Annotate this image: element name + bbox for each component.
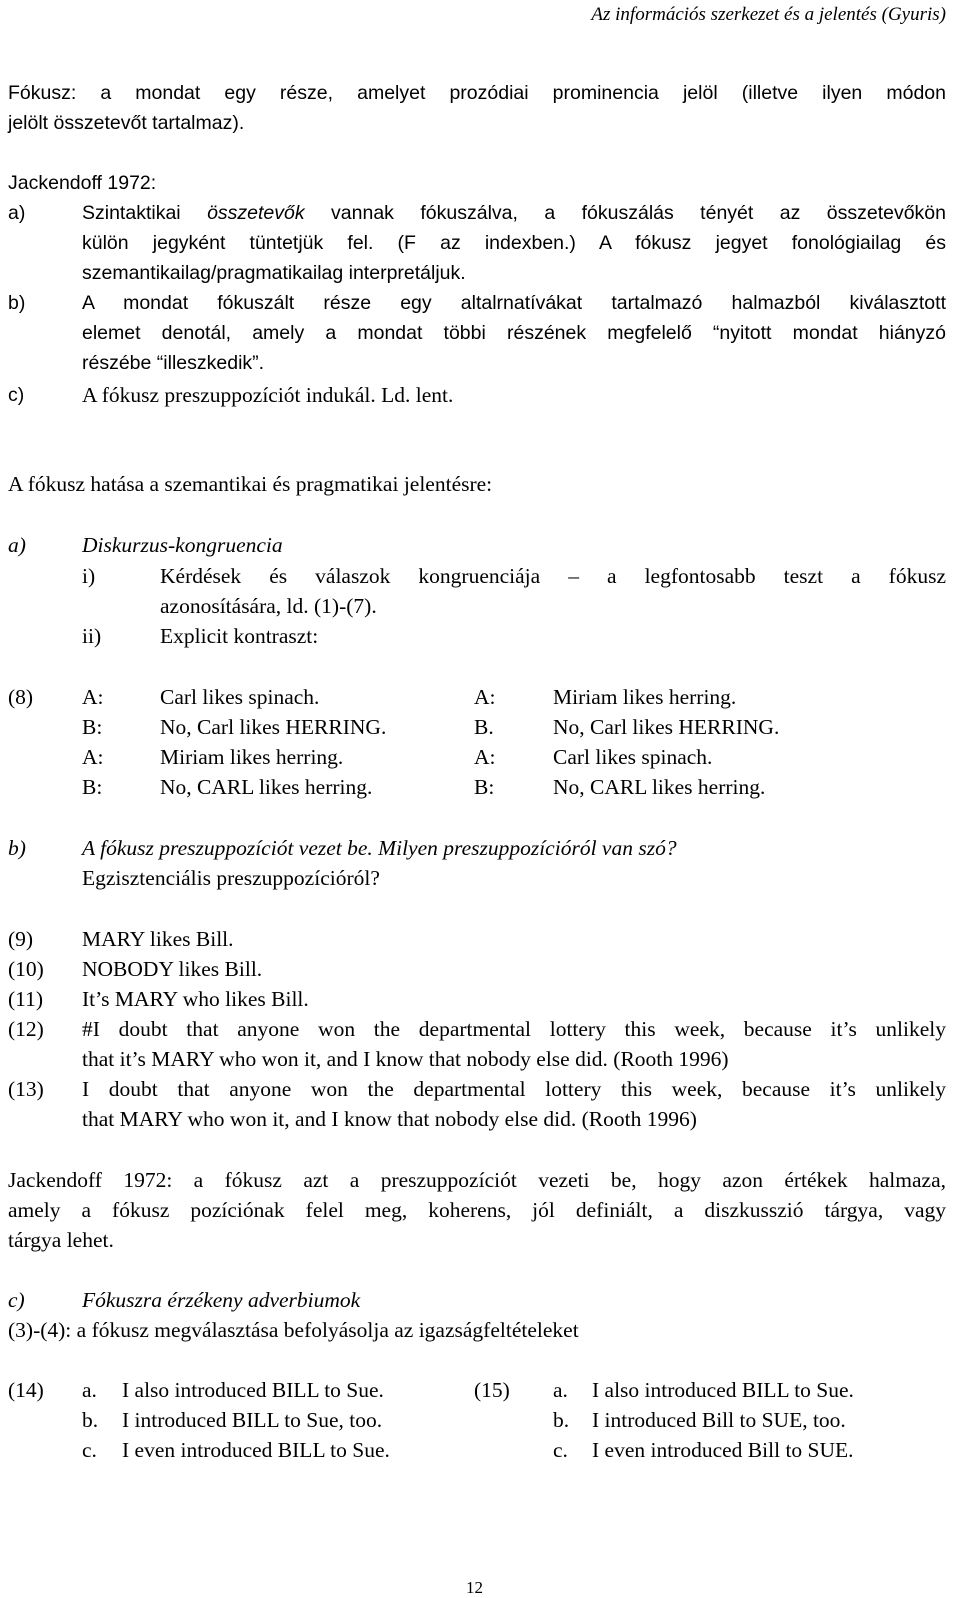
dialogue-line: No, Carl likes HERRING.: [160, 715, 387, 739]
speaker-label: A:: [474, 685, 496, 709]
example-12-number: (12): [8, 1017, 44, 1041]
jackendoff-c-line-1: A fókusz preszuppozíciót indukál. Ld. lent.: [82, 383, 454, 407]
section-a-title: Diskurzus-kongruencia: [82, 533, 283, 557]
item-label: a.: [553, 1378, 568, 1402]
example-10-text: NOBODY likes Bill.: [82, 957, 263, 981]
section-heading: A fókusz hatása a szemantikai és pragmatikai jelentésre:: [8, 472, 493, 496]
example-13-line-2: that MARY who won it, and I know that nobody else did. (Rooth 1996): [82, 1107, 697, 1131]
dialogue-line: No, CARL likes herring.: [553, 775, 766, 799]
section-c-label: c): [8, 1288, 25, 1312]
item-label: c.: [553, 1438, 568, 1462]
example-12-line-1: #I doubt that anyone won the departmental lottery this week, because it’s unlikely: [82, 1017, 946, 1041]
speaker-label: A:: [82, 685, 104, 709]
sub-label-ii: ii): [82, 624, 102, 648]
example-13-line-1: I doubt that anyone won the departmental lottery this week, because it’s unlikely: [82, 1077, 946, 1101]
example-9-number: (9): [8, 927, 34, 951]
dialogue-line: Carl likes spinach.: [160, 685, 320, 709]
section-a-ii-line-1: Explicit kontraszt:: [160, 624, 319, 648]
dialogue-line: No, Carl likes HERRING.: [553, 715, 780, 739]
dialogue-line: Miriam likes herring.: [553, 685, 737, 709]
jackendoff-paragraph-line-1: Jackendoff 1972: a fókusz azt a preszuppozíciót vezeti be, hogy azon értékek halmaza,: [8, 1168, 946, 1192]
item-label: b.: [553, 1408, 570, 1432]
example-15-item-c: I even introduced Bill to SUE.: [592, 1438, 854, 1462]
section-c-line-1: (3)-(4): a fókusz megválasztása befolyásolja az igazságfeltételeket: [8, 1318, 579, 1342]
jackendoff-paragraph-line-2: amely a fókusz pozíciónak felel meg, koherens, jól definiált, a diszkusszió tárgya, vagy: [8, 1198, 946, 1222]
jackendoff-b-line-3: részébe “illeszkedik”.: [82, 352, 265, 374]
example-14-number: (14): [8, 1378, 44, 1402]
jackendoff-title: Jackendoff 1972:: [8, 172, 157, 194]
section-a-label: a): [8, 533, 26, 557]
speaker-label: A:: [82, 745, 104, 769]
section-b-label: b): [8, 836, 26, 860]
item-label: a.: [82, 1378, 97, 1402]
example-11-number: (11): [8, 987, 44, 1011]
example-10-number: (10): [8, 957, 44, 981]
jackendoff-a-line-3: szemantikailag/pragmatikailag interpretáljuk.: [82, 262, 466, 284]
example-12-line-2: that it’s MARY who won it, and I know that nobody else did. (Rooth 1996): [82, 1047, 729, 1071]
example-15-item-a: I also introduced BILL to Sue.: [592, 1378, 854, 1402]
page-number: 12: [466, 1578, 483, 1597]
speaker-label: B:: [82, 775, 103, 799]
speaker-label: A:: [474, 745, 496, 769]
speaker-label: B:: [474, 775, 495, 799]
example-11-text: It’s MARY who likes Bill.: [82, 987, 309, 1011]
section-b-title: A fókusz preszuppozíciót vezet be. Milyen preszuppozícióról van szó?: [82, 836, 677, 860]
running-header: Az információs szerkezet és a jelentés (Gyuris): [591, 4, 946, 25]
list-label-b: b): [8, 292, 26, 314]
section-b-line-2: Egzisztenciális preszuppozícióról?: [82, 866, 380, 890]
dialogue-line: Carl likes spinach.: [553, 745, 713, 769]
example-14-item-c: I even introduced BILL to Sue.: [122, 1438, 390, 1462]
example-15-number: (15): [474, 1378, 510, 1402]
speaker-label: B:: [82, 715, 103, 739]
item-label: c.: [82, 1438, 97, 1462]
jackendoff-a-line-1: Szintaktikai összetevők vannak fókuszálva, a fókuszálás tényét az összetevőkön: [82, 202, 946, 224]
focus-definition-line-1: Fókusz: a mondat egy része, amelyet prozódiai prominencia jelöl (illetve ilyen módon: [8, 82, 946, 104]
section-a-i-line-2: azonosítására, ld. (1)-(7).: [160, 594, 377, 618]
section-a-i-line-1: Kérdések és válaszok kongruenciája – a legfontosabb teszt a fókusz: [160, 564, 946, 588]
item-label: b.: [82, 1408, 99, 1432]
example-14-item-b: I introduced BILL to Sue, too.: [122, 1408, 383, 1432]
jackendoff-paragraph-line-3: tárgya lehet.: [8, 1228, 114, 1252]
dialogue-line: Miriam likes herring.: [160, 745, 344, 769]
example-9-text: MARY likes Bill.: [82, 927, 234, 951]
example-8-number: (8): [8, 685, 34, 709]
jackendoff-a-line-2: külön jegyként tüntetjük fel. (F az indexben.) A fókusz jegyet fonológiailag és: [82, 232, 946, 254]
dialogue-line: No, CARL likes herring.: [160, 775, 373, 799]
speaker-label: B.: [474, 715, 494, 739]
list-label-a: a): [8, 202, 26, 224]
list-label-c: c): [8, 384, 25, 406]
section-c-title: Fókuszra érzékeny adverbiumok: [82, 1288, 361, 1312]
example-14-item-a: I also introduced BILL to Sue.: [122, 1378, 384, 1402]
jackendoff-b-line-2: elemet denotál, amely a mondat többi részének megfelelő “nyitott mondat hiányzó: [82, 322, 946, 344]
sub-label-i: i): [82, 564, 96, 588]
focus-definition-line-2: jelölt összetevőt tartalmaz).: [8, 112, 245, 134]
jackendoff-b-line-1: A mondat fókuszált része egy altalrnatívákat tartalmazó halmazból kiválasztott: [82, 292, 946, 314]
example-13-number: (13): [8, 1077, 44, 1101]
example-15-item-b: I introduced Bill to SUE, too.: [592, 1408, 846, 1432]
